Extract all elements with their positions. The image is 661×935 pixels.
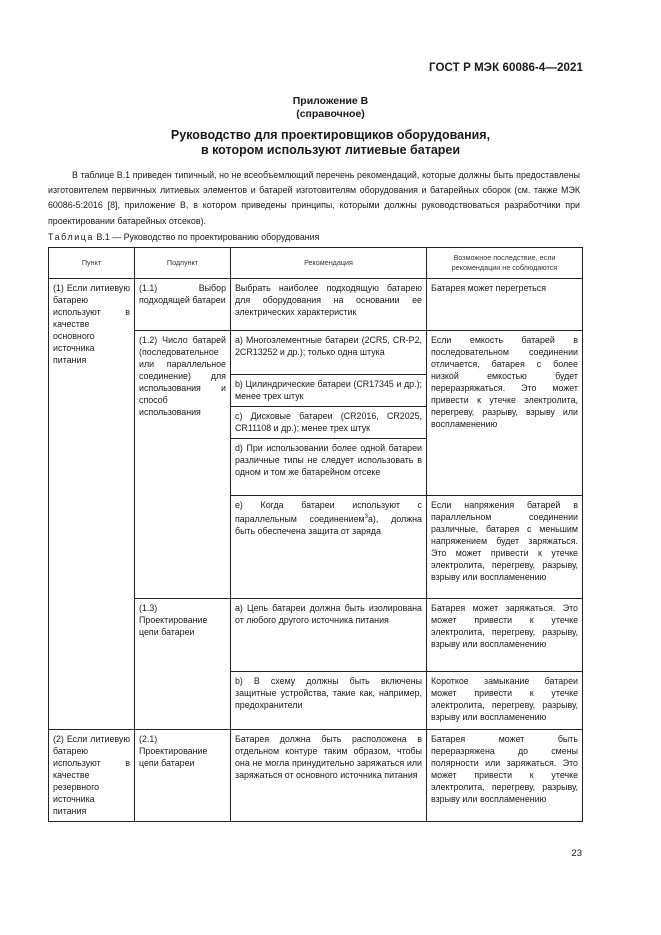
recommendation-cell: b) В схему должны быть включены защитные устройства, такие как, например, предохранители [231,672,427,730]
document-code: ГОСТ Р МЭК 60086-4—2021 [429,62,583,74]
consequence-cell: Если емкость батарей в последовательном соединении отличается, батарея с более низкой емкостью будет переразряжаться. Это может привести к утечке электролита, перегреву, разрыву, взрыву или воспламенению [427,331,583,496]
table-caption-text: В.1 — Руководство по проектированию оборудования [94,232,320,242]
recommendation-cell: d) При использовании более одной батареи различные типы не следует использовать в одном и том же батарейном отсеке [231,439,427,496]
consequence-cell: Если напряжения батарей в параллельном соединении различные, батарея с меньшим напряжением будет заряжаться. Это может привести к утечке электролита, перегреву, разрыву, взрыву или воспламенению [427,496,583,599]
recommendation-cell: a) Цепь батареи должна быть изолирована от любого другого источника питания [231,599,427,672]
table-caption [48,232,319,242]
recommendation-cell: e) Когда батареи используют с параллельным соединением$^3$a), должна быть обеспечена защита от заряда [231,496,427,599]
recommendation-text: e) Когда батареи используют с параллельным соединением [235,500,422,524]
subitem-cell-1-3: (1.3) Проектирование цепи батареи [135,599,231,730]
consequence-cell: Батарея может перегреться [427,279,583,331]
appendix-title: Приложение В [292,95,369,107]
subitem-cell-2-1: (2.1) Проектирование цепи батареи [135,730,231,822]
header-subitem: Подпункт [135,248,231,279]
table-row [49,279,583,331]
subitem-cell-1-1: (1.1) Выбор подходящей батареи [135,279,231,331]
main-title-line-2: в котором используют литиевые батареи [200,143,461,157]
header-consequence: Возможное последствие, если рекомендации не соблюдаются [427,248,583,279]
intro-paragraph: В таблице В.1 приведен типичный, но не всеобъемлющий перечень рекомендаций, которые должны быть предоставлены изготовителем первичных литиевых элементов и батарей изготовителям оборудования и батарейных сборок (см. также МЭК 60086-5:2016 [8], приложение В, в котором приведены принципы, которыми должны руководствоваться разработчики при проектировании батарейных отсеков). [48,170,580,226]
recommendation-cell: c) Дисковые батареи (CR2016, CR2025, CR11108 и др.); менее трех штук [231,407,427,439]
appendix-heading [0,95,661,121]
item-cell-1: (1) Если литиевую батарею используют в качестве основного источника питания [49,279,135,730]
table-row [49,730,583,822]
page-number: 23 [571,848,582,859]
design-guidance-table [48,247,583,822]
recommendation-cell: b) Цилиндрические батареи (CR17345 и др.); менее трех штук [231,375,427,407]
table-header-row [49,248,583,279]
appendix-subtitle: (справочное) [296,108,365,120]
item-cell-2: (2) Если литиевую батарею используют в качестве резервного источника питания [49,730,135,822]
recommendation-cell: Выбрать наиболее подходящую батарею для оборудования на основании ее электрических характеристик [231,279,427,331]
recommendation-text-cont: a), должна быть обеспечена защита от заряда [235,513,422,536]
table-caption-label: Таблица [48,232,94,242]
subitem-cell-1-2: (1.2) Число батарей (последовательное или параллельное соединение) для использования и способ использования [135,331,231,599]
consequence-cell: Батарея может быть переразряжена до смены полярности или заряжаться. Это может привести к утечке электролита, перегреву, разрыву, взрыву или воспламенению [427,730,583,822]
header-item: Пункт [49,248,135,279]
main-title-line-1: Руководство для проектировщиков оборудования, [170,128,491,142]
consequence-cell: Короткое замыкание батареи может привести к утечке электролита, перегреву, разрыву, взрыву или воспламенению [427,672,583,730]
recommendation-cell: Батарея должна быть расположена в отдельном контуре таким образом, чтобы она не могла принудительно заряжаться или заряжаться от основного источника питания [231,730,427,822]
recommendation-cell: a) Многоэлементные батареи (2CR5, CR-P2, 2CR13252 и др.); только одна штука [231,331,427,375]
header-recommendation: Рекомендация [231,248,427,279]
consequence-cell: Батарея может заряжаться. Это может привести к утечке электролита, перегреву, разрыву, взрыву или воспламенению [427,599,583,672]
main-title [0,128,661,158]
